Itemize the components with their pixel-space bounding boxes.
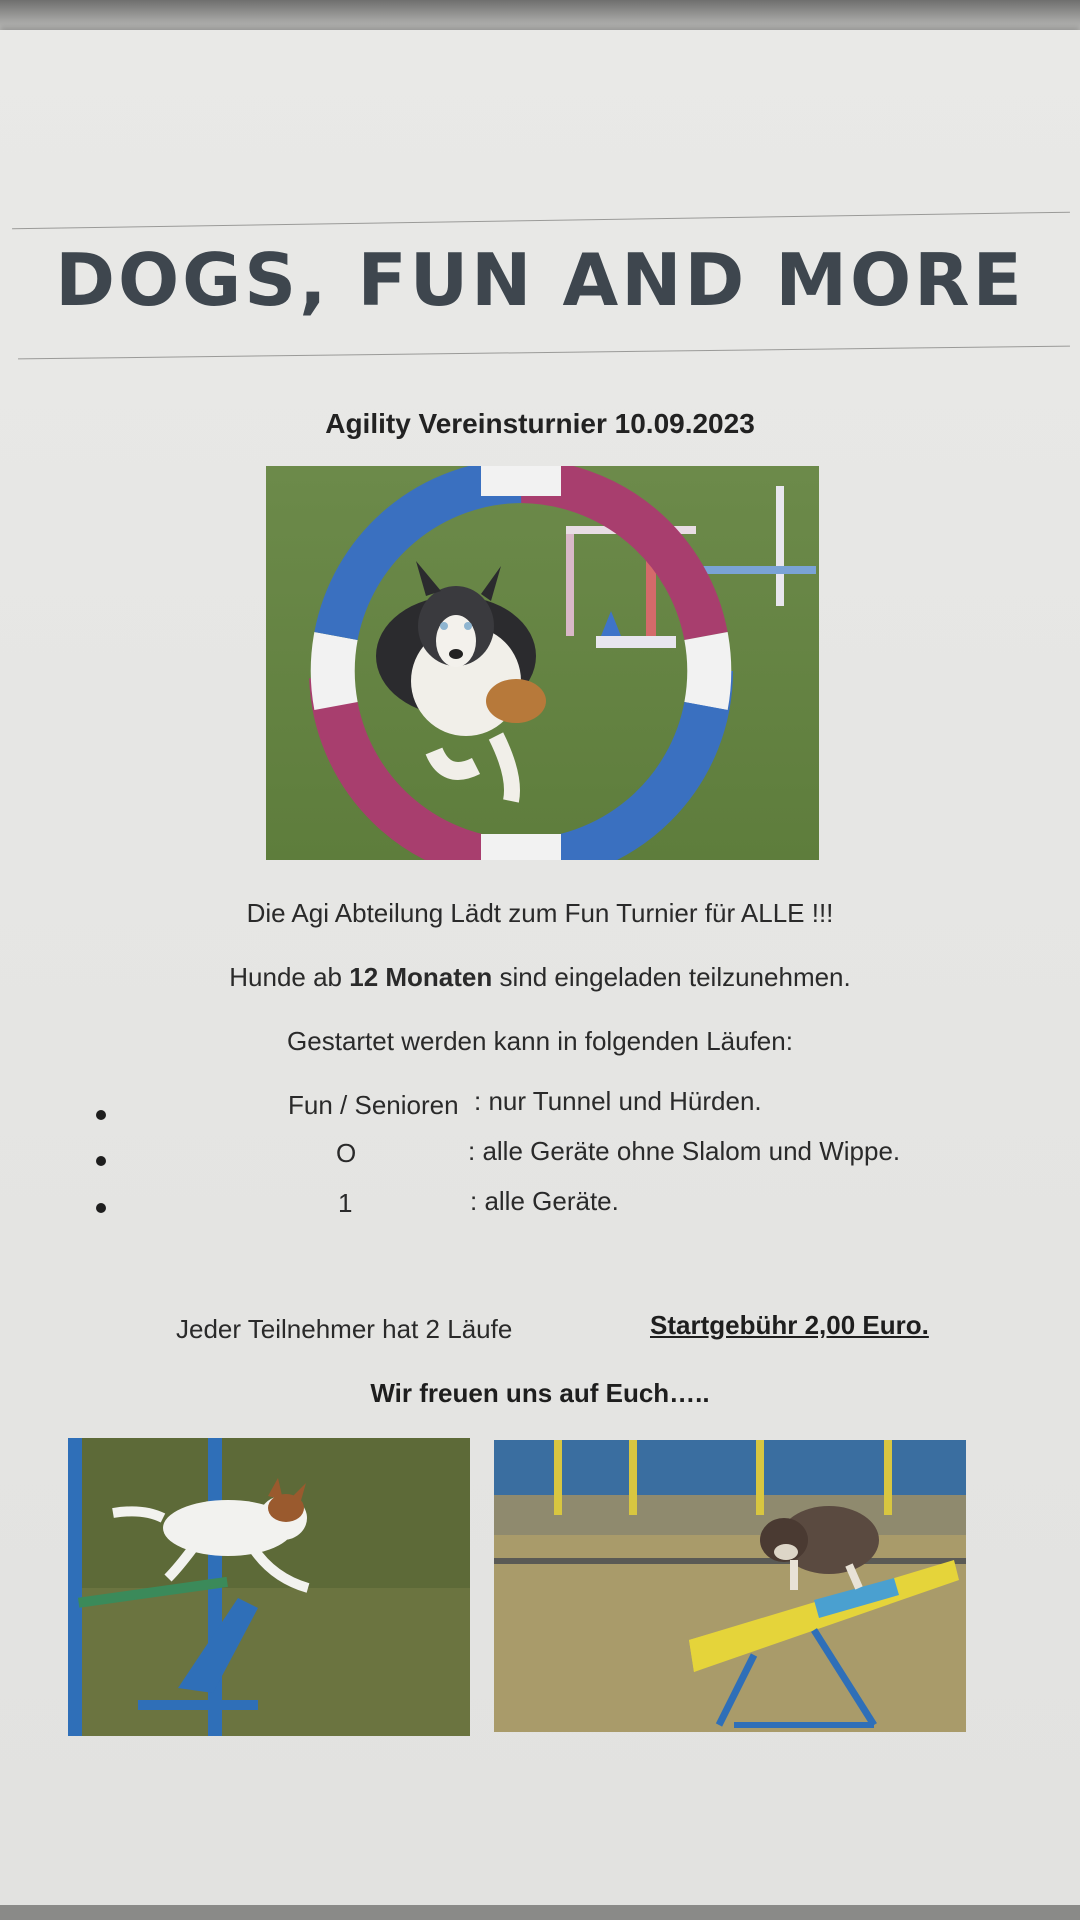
dog-over-hurdle-photo — [68, 1438, 470, 1736]
run-rule-1: : nur Tunnel und Hürden. — [474, 1086, 762, 1116]
intro-line-2-pre: Hunde ab — [229, 962, 350, 992]
list-bullet-2 — [96, 1156, 106, 1166]
list-bullet-3 — [96, 1203, 106, 1213]
list-bullet-1 — [96, 1110, 106, 1120]
age-requirement: 12 Monaten — [349, 962, 493, 992]
intro-line-1: Die Agi Abteilung Lädt zum Fun Turnier für ALLE !!! — [246, 898, 834, 928]
event-subtitle: Agility Vereinsturnier 10.09.2023 — [325, 408, 755, 439]
intro-line-2-post: sind eingeladen teilzunehmen. — [492, 962, 851, 992]
run-rule-3: : alle Geräte. — [470, 1186, 619, 1216]
closing-line: Wir freuen uns auf Euch….. — [370, 1378, 710, 1408]
flyer-title: DOGS, FUN AND MORE — [55, 238, 1025, 322]
dog-on-seesaw-photo — [494, 1440, 966, 1732]
intro-line-2 — [0, 962, 1080, 993]
run-rule-2: : alle Geräte ohne Slalom und Wippe. — [468, 1136, 901, 1166]
run-class-3: 1 — [338, 1188, 353, 1218]
participants-text: Jeder Teilnehmer hat 2 Läufe — [176, 1314, 513, 1344]
dog-jumping-through-tire-photo — [266, 466, 819, 860]
entry-fee: Startgebühr 2,00 Euro. — [650, 1310, 929, 1340]
photo-top-edge — [0, 0, 1080, 30]
intro-line-3: Gestartet werden kann in folgenden Läufen: — [287, 1026, 793, 1056]
photo-bottom-edge — [0, 1905, 1080, 1920]
run-class-1: Fun / Senioren — [288, 1090, 459, 1120]
run-class-2: O — [336, 1138, 357, 1168]
